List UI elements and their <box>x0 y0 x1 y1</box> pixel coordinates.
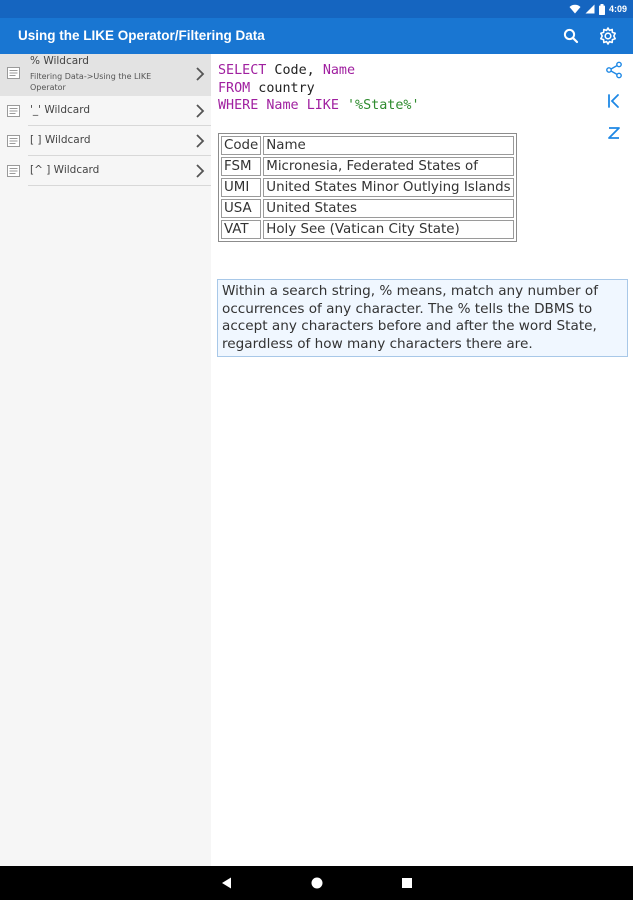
sidebar-item-label: '_' Wildcard <box>30 104 91 116</box>
sidebar <box>0 54 211 866</box>
share-icon[interactable] <box>604 60 624 80</box>
sql-keyword: FROM <box>218 80 251 96</box>
document-icon <box>7 105 20 117</box>
document-icon <box>7 165 20 177</box>
sidebar-item-percent-wildcard[interactable] <box>0 54 211 96</box>
recents-icon[interactable] <box>400 876 414 890</box>
navigation-bar <box>0 866 633 900</box>
table-row <box>221 199 514 218</box>
first-page-icon[interactable] <box>604 91 624 111</box>
table-cell-code: FSM <box>221 157 261 176</box>
gear-icon[interactable] <box>598 26 618 46</box>
page-title: Using the LIKE Operator/Filtering Data <box>18 28 265 43</box>
document-icon <box>7 67 20 79</box>
app-bar <box>0 18 633 54</box>
sleep-icon[interactable] <box>604 123 624 143</box>
back-icon[interactable] <box>220 876 234 890</box>
table-cell-name: United States <box>263 199 514 218</box>
sql-keyword: Name <box>322 63 356 78</box>
result-table <box>218 133 517 242</box>
status-bar <box>0 0 633 18</box>
table-header-name: Name <box>263 136 514 155</box>
sidebar-item-negated-brackets-wildcard[interactable] <box>0 156 211 186</box>
sql-text <box>299 98 307 113</box>
table-header-code: Code <box>221 136 261 155</box>
sql-string: '%State%' <box>347 98 420 113</box>
chevron-right-icon <box>195 134 205 148</box>
home-icon[interactable] <box>310 876 324 890</box>
chevron-right-icon <box>195 67 205 81</box>
signal-icon <box>585 4 595 14</box>
table-cell-name: United States Minor Outlying Islands <box>263 178 514 197</box>
table-row <box>221 178 514 197</box>
sql-line-from <box>218 80 420 98</box>
sql-text <box>339 98 347 113</box>
table-row <box>221 157 514 176</box>
explanation-note: Within a search string, % means, match any number of occurrences of any character. The % tells the DBMS to accept any characters before and after the word State, regardless of how many characters there are. <box>217 279 628 357</box>
sidebar-item-label: [^ ] Wildcard <box>30 164 100 176</box>
sql-keyword: LIKE <box>306 98 339 113</box>
table-cell-code: UMI <box>221 178 261 197</box>
status-icons <box>569 2 627 16</box>
chevron-right-icon <box>195 104 205 118</box>
sidebar-item-label: % Wildcard <box>30 55 89 67</box>
sql-query <box>218 62 420 115</box>
table-cell-name: Micronesia, Federated States of <box>263 157 514 176</box>
table-header-row <box>221 136 514 155</box>
sql-text: Code, <box>266 63 323 78</box>
sql-text: country <box>250 80 315 96</box>
document-icon <box>7 135 20 147</box>
chevron-right-icon <box>195 164 205 178</box>
table-cell-code: USA <box>221 199 261 218</box>
sql-keyword: WHERE <box>218 98 259 113</box>
table-cell-code: VAT <box>221 220 261 239</box>
table-cell-name: Holy See (Vatican City State) <box>263 220 514 239</box>
sidebar-item-subtitle: Filtering Data->Using the LIKE Operator <box>30 72 152 92</box>
search-icon[interactable] <box>562 27 580 45</box>
sql-keyword: Name <box>266 98 299 113</box>
table-row <box>221 220 514 239</box>
wifi-icon <box>569 4 581 14</box>
divider <box>28 185 211 186</box>
battery-icon <box>599 4 605 15</box>
sidebar-item-label: [ ] Wildcard <box>30 134 91 146</box>
status-time: 4:09 <box>608 4 627 14</box>
sidebar-item-underscore-wildcard[interactable] <box>0 96 211 126</box>
sidebar-item-brackets-wildcard[interactable] <box>0 126 211 156</box>
sql-keyword: SELECT <box>218 63 267 78</box>
sql-line-select <box>218 62 420 80</box>
sql-line-where <box>218 97 420 115</box>
